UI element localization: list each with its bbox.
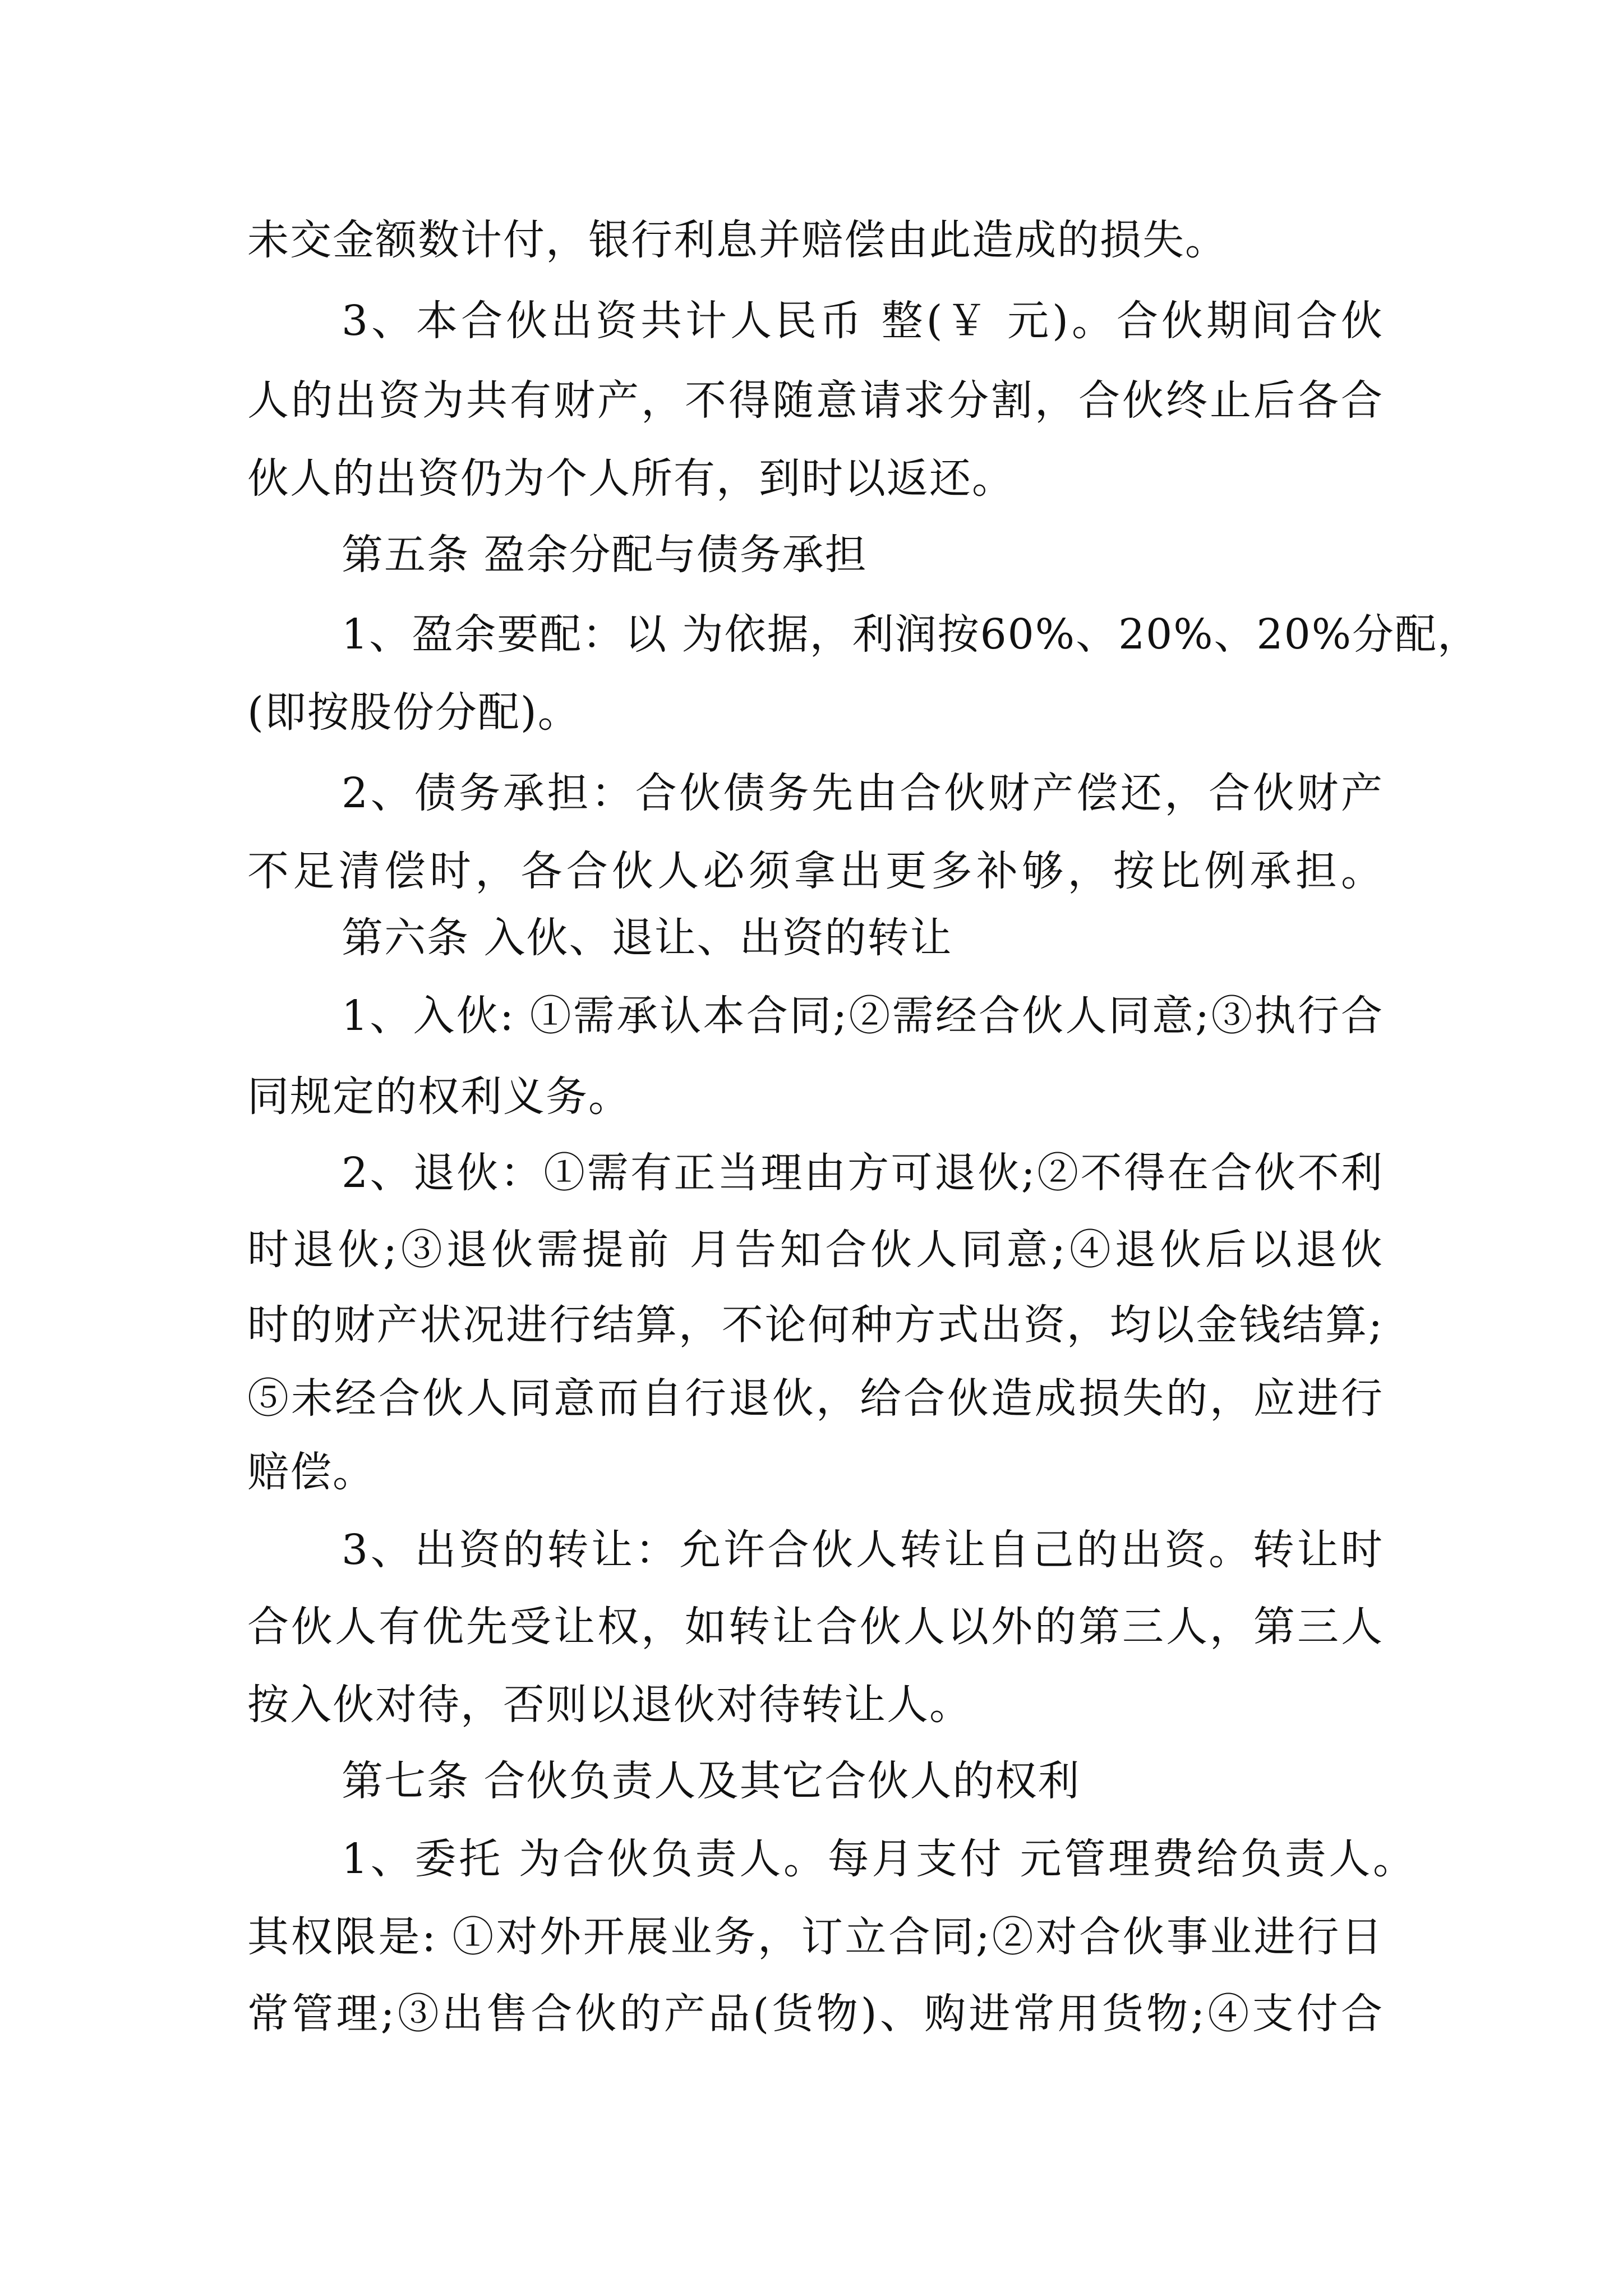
text-line: 常管理;③出售合伙的产品(货物)、购进常用货物;④支付合	[247, 1990, 1384, 2038]
text-line: 2、债务承担：合伙债务先由合伙财产偿还，合伙财产	[342, 769, 1384, 817]
text-line: 时退伙;③退伙需提前 月告知合伙人同意;④退伙后以退伙	[247, 1226, 1384, 1274]
text-line: 同规定的权利义务。	[247, 1073, 631, 1121]
text-line: 1、盈余要配：以 为依据，利润按60%、20%、20%分配，	[342, 610, 1481, 659]
article-heading: 第五条 盈余分配与债务承担	[342, 531, 868, 579]
text-line: 伙人的出资仍为个人所有，到时以返还。	[247, 454, 1015, 503]
text-line: 1、委托 为合伙负责人。每月支付 元管理费给负责人。	[342, 1835, 1415, 1883]
article-heading: 第六条 入伙、退让、出资的转让	[342, 914, 953, 962]
text-line: 2、退伙：①需有正当理由方可退伙;②不得在合伙不利	[342, 1149, 1384, 1197]
text-line: 不足清偿时，各合伙人必须拿出更多补够，按比例承担。	[247, 847, 1384, 895]
text-line: 时的财产状况进行结算，不论何种方式出资，均以金钱结算;	[247, 1301, 1384, 1349]
text-line: 赔偿。	[247, 1448, 375, 1496]
text-line: 1、入伙: ①需承认本合同;②需经合伙人同意;③执行合	[342, 992, 1384, 1040]
text-line: ⑤未经合伙人同意而自行退伙，给合伙造成损失的，应进行	[247, 1374, 1384, 1423]
text-line: 3、本合伙出资共计人民币 整(￥ 元)。合伙期间合伙	[342, 297, 1384, 345]
text-line: 按入伙对待，否则以退伙对待转让人。	[247, 1681, 972, 1729]
text-line: 合伙人有优先受让权，如转让合伙人以外的第三人，第三人	[247, 1603, 1384, 1651]
article-heading: 第七条 合伙负责人及其它合伙人的权利	[342, 1757, 1081, 1805]
text-line: 人的出资为共有财产，不得随意请求分割，合伙终止后各合	[247, 376, 1384, 425]
text-line: 3、出资的转让：允许合伙人转让自己的出资。转让时	[342, 1526, 1384, 1574]
text-line: (即按股份分配)。	[247, 688, 580, 737]
text-line: 其权限是: ①对外开展业务，订立合同;②对合伙事业进行日	[247, 1913, 1384, 1961]
text-line: 未交金额数计付，银行利息并赔偿由此造成的损失。	[247, 216, 1228, 264]
